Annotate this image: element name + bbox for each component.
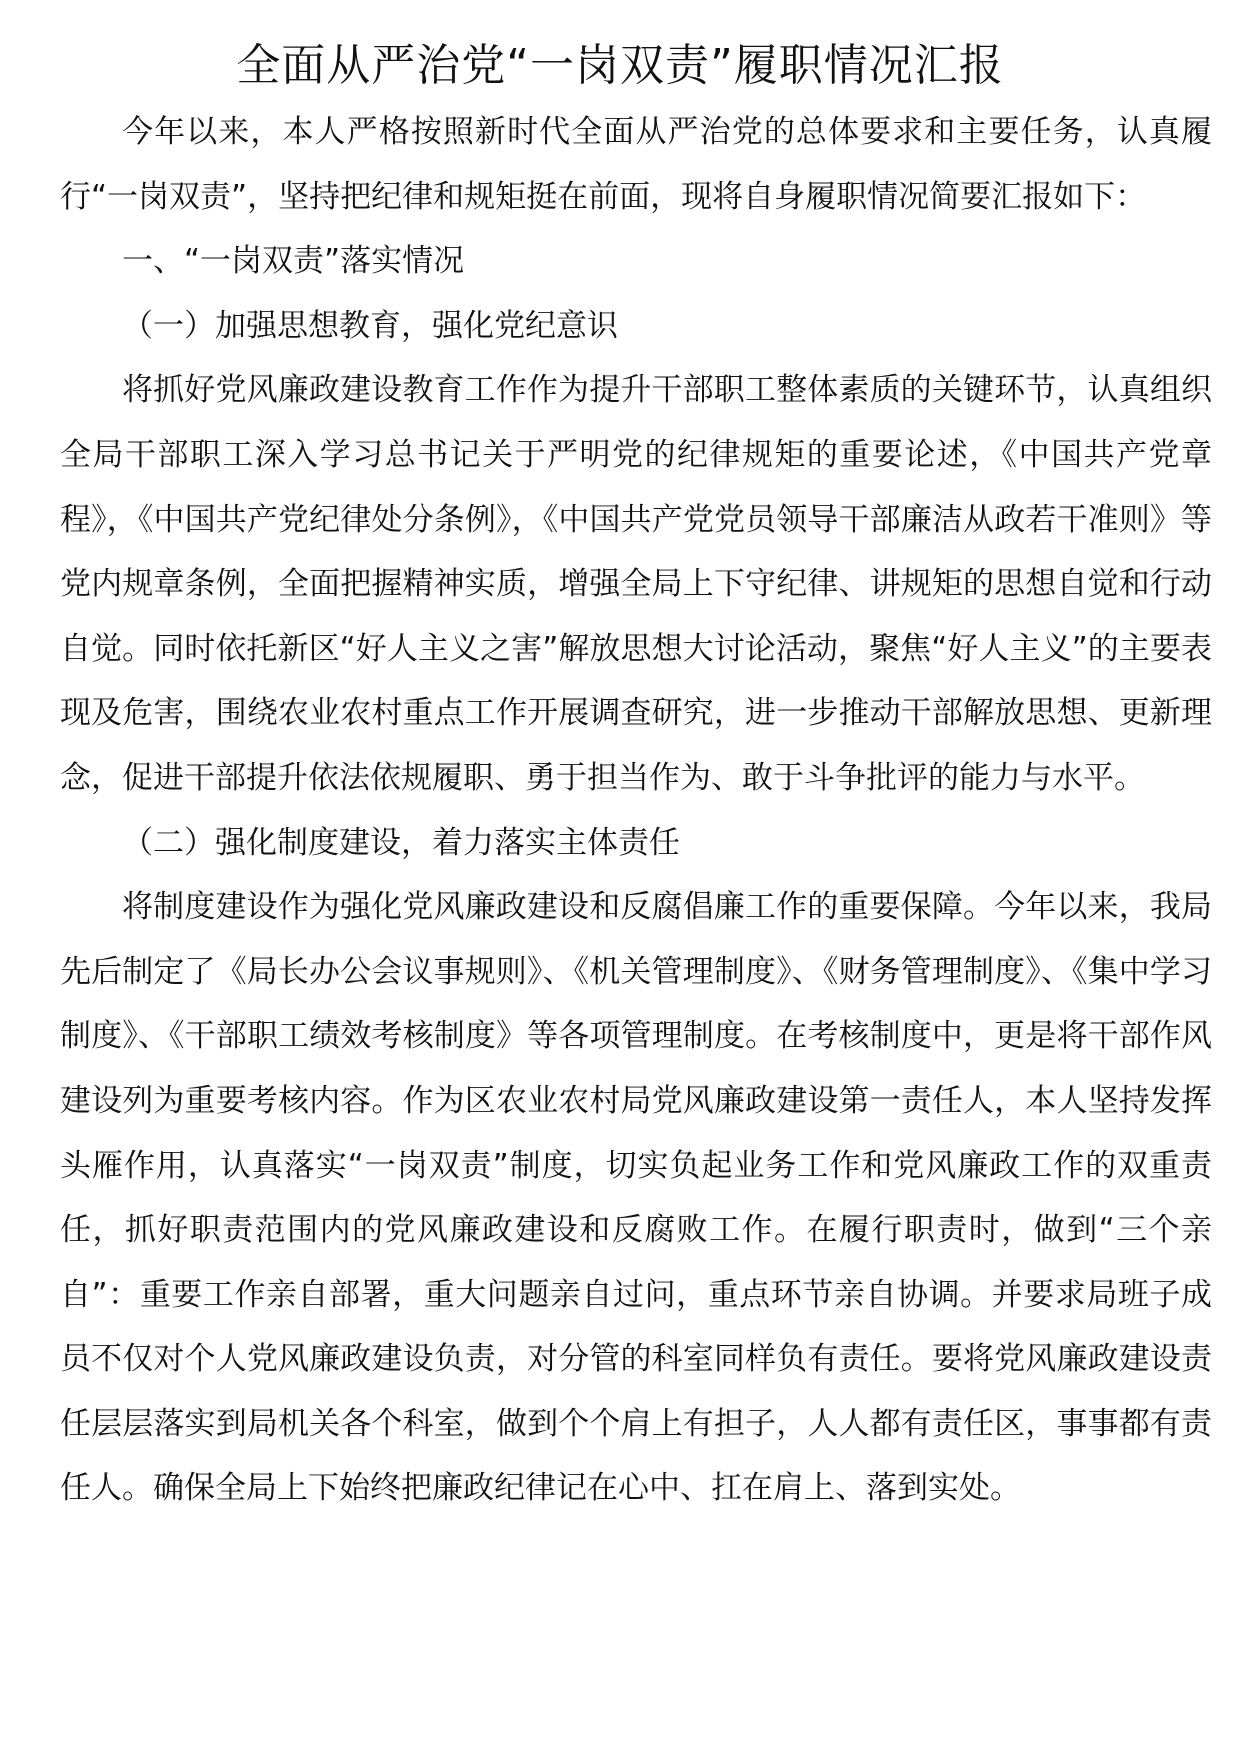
subsection-heading-1: （一）加强思想教育，强化党纪意识	[122, 307, 618, 344]
intro-paragraph: 今年以来，本人严格按照新时代全面从严治党的总体要求和主要任务，认真履行“一岗双责”，坚持把纪律和规矩挺在前面，现将自身履职情况简要汇报如下：	[60, 114, 1212, 215]
document-body	[60, 100, 1212, 1521]
section-heading-1: 一、“一岗双责”落实情况	[122, 243, 465, 280]
subsection-paragraph-2: 将制度建设作为强化党风廉政建设和反腐倡廉工作的重要保障。今年以来，我局先后制定了《局长办公会议事规则》、《机关管理制度》、《财务管理制度》、《集中学习制度》、《干部职工绩效考核制度》等各项管理制度。在考核制度中，更是将干部作风建设列为重要考核内容。作为区农业农村局党风廉政建设第一责任人，本人坚持发挥头雁作用，认真落实“一岗双责”制度，切实负起业务工作和党风廉政工作的双重责任，抓好职责范围内的党风廉政建设和反腐败工作。在履行职责时，做到“三个亲自”：重要工作亲自部署，重大问题亲自过问，重点环节亲自协调。并要求局班子成员不仅对个人党风廉政建设负责，对分管的科室同样负有责任。要将党风廉政建设责任层层落实到局机关各个科室，做到个个肩上有担子，人人都有责任区，事事都有责任人。确保全局上下始终把廉政纪律记在心中、扛在肩上、落到实处。	[60, 889, 1212, 1507]
document-title: 全面从严治党“一岗双责”履职情况汇报	[236, 40, 1004, 91]
subsection-heading-2: （二）强化制度建设，着力落实主体责任	[122, 824, 680, 861]
subsection-paragraph-1: 将抓好党风廉政建设教育工作作为提升干部职工整体素质的关键环节，认真组织全局干部职工深入学习总书记关于严明党的纪律规矩的重要论述，《中国共产党章程》，《中国共产党纪律处分条例》，《中国共产党党员领导干部廉洁从政若干准则》等党内规章条例，全面把握精神实质，增强全局上下守纪律、讲规矩的思想自觉和行动自觉。同时依托新区“好人主义之害”解放思想大讨论活动，聚焦“好人主义”的主要表现及危害，围绕农业农村重点工作开展调查研究，进一步推动干部解放思想、更新理念，促进干部提升依法依规履职、勇于担当作为、敢于斗争批评的能力与水平。	[60, 372, 1212, 796]
